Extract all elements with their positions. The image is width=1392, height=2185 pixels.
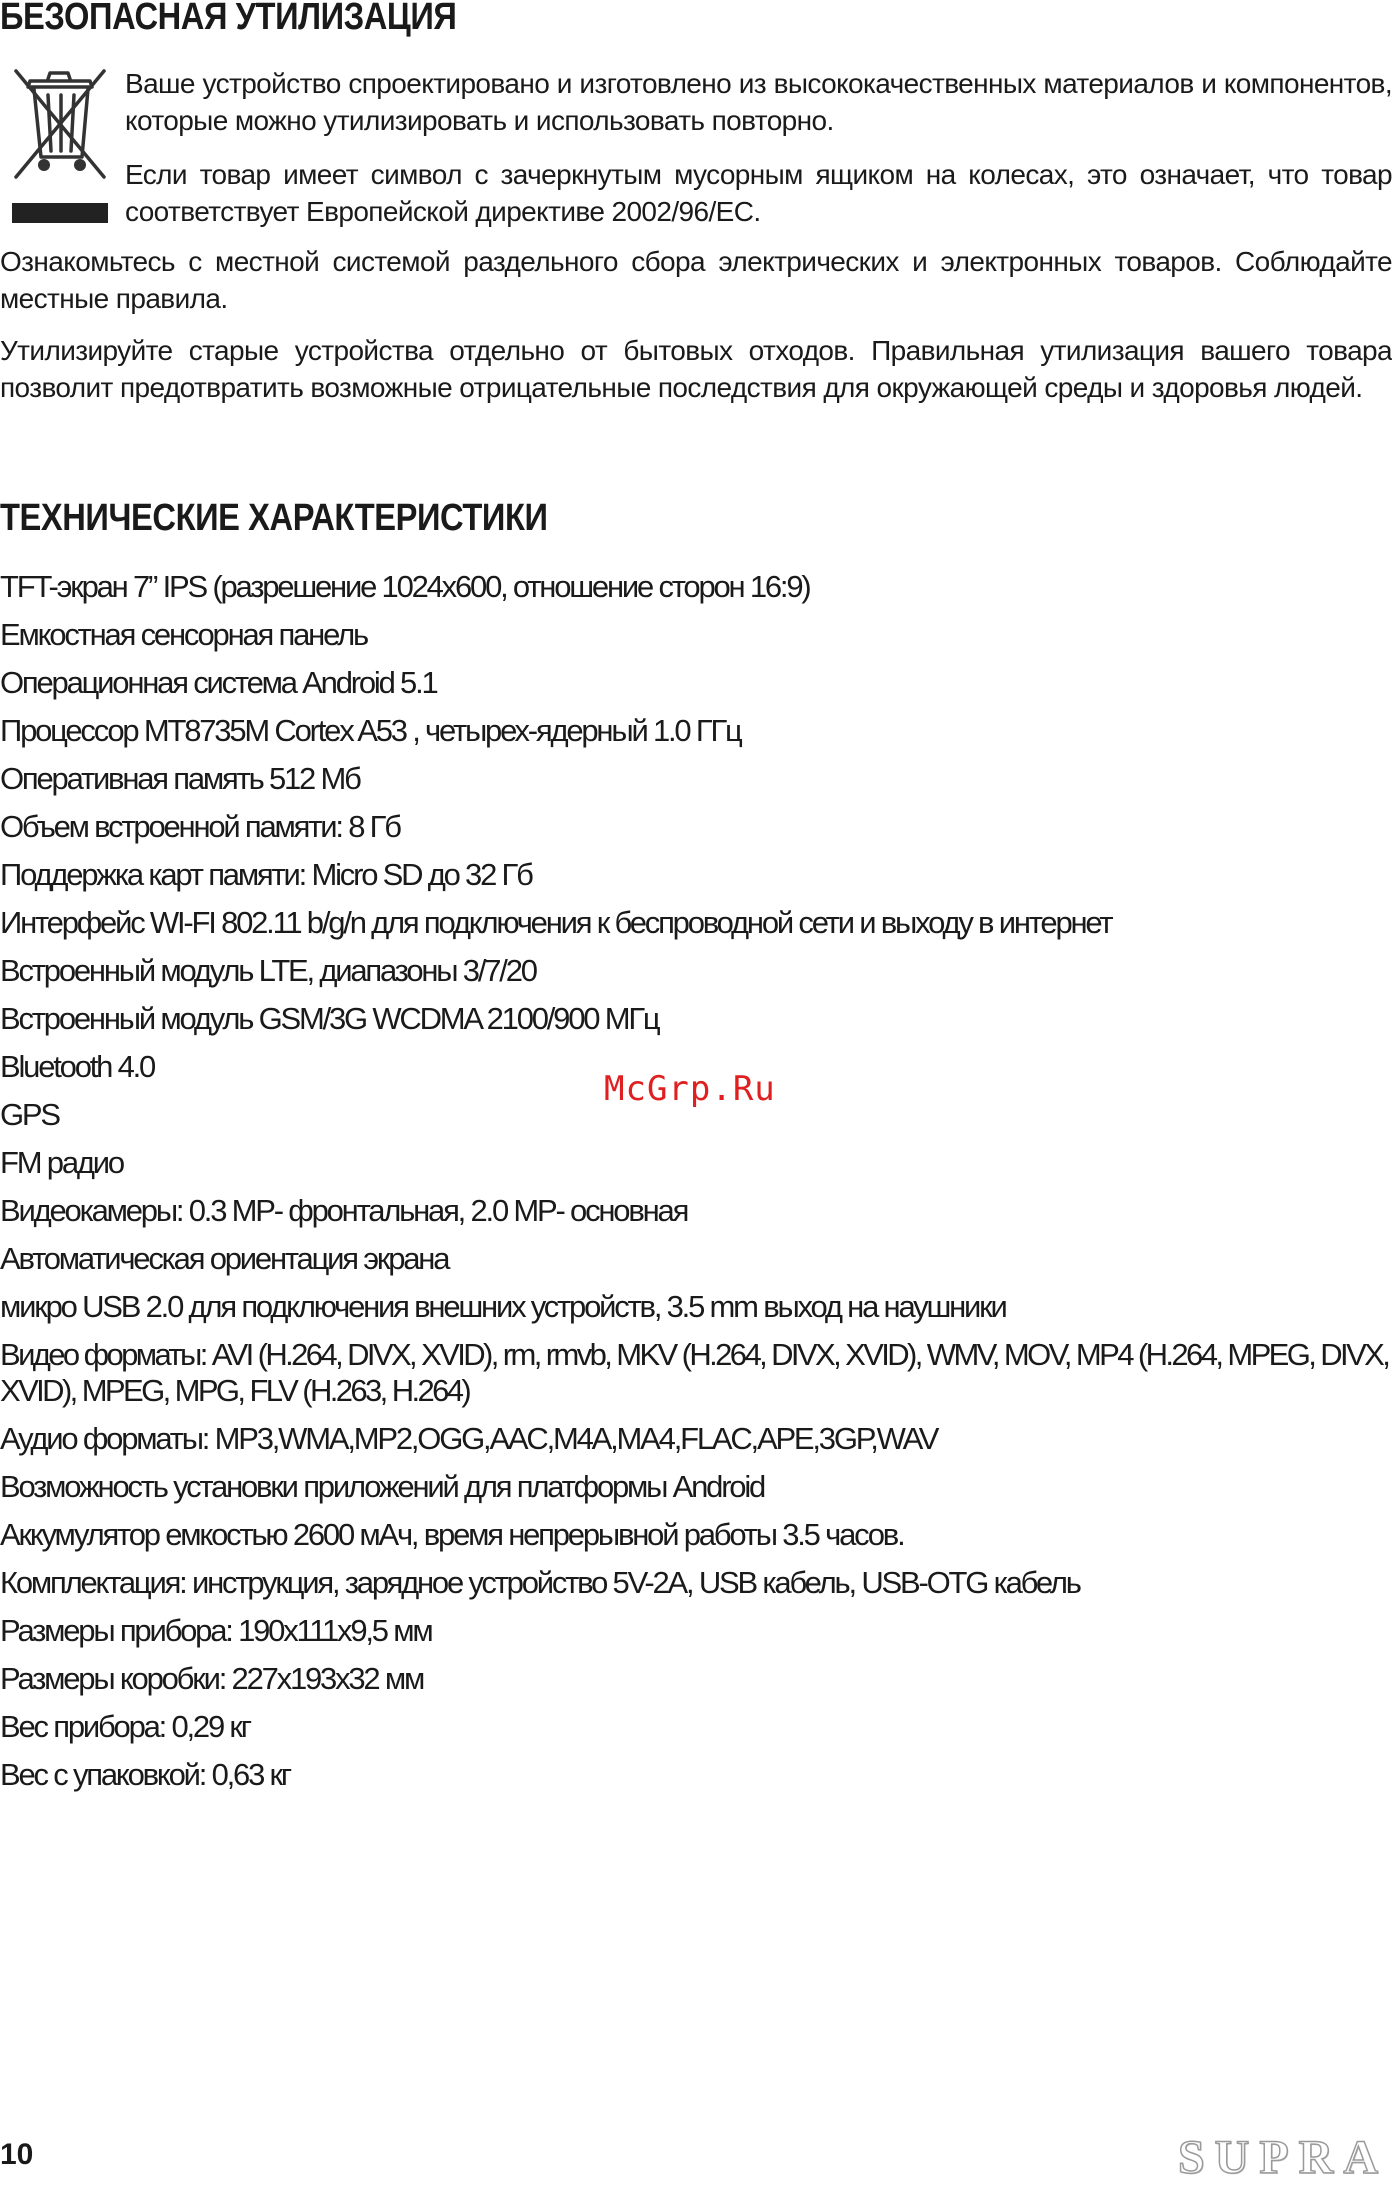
spec-item: Размеры прибора: 190х111х9,5 мм <box>0 1613 432 1648</box>
spec-item: Встроенный модуль LTE, диапазоны 3/7/20 <box>0 953 536 988</box>
spec-item: Возможность установки приложений для платформы Android <box>0 1469 765 1504</box>
brand-logo: SUPRA <box>1177 2131 1388 2184</box>
spec-item: Объем встроенной памяти: 8 Гб <box>0 809 400 844</box>
spec-item: Поддержка карт памяти: Micro SD до 32 Гб <box>0 857 532 892</box>
spec-item: Аудио форматы: MP3,WMA,MP2,OGG,AAC,M4A,MA4,FLAC,APE,3GP,WAV <box>0 1421 938 1456</box>
disposal-paragraph: Ознакомьтесь с местной системой раздельного сбора электрических и электронных товаров. Соблюдайте местные правила. <box>0 246 1392 314</box>
specs-heading: ТЕХНИЧЕСКИЕ ХАРАКТЕРИСТИКИ <box>0 497 548 539</box>
spec-item: Видео форматы: AVI (H.264, DIVX, XVID), rm, rmvb, MKV (H.264, DIVX, XVID), WMV, MOV, MP4 (H.264, MPEG, DIVX, XVID), MPEG, MPG, FLV (H.263, H.264) <box>0 1337 1389 1408</box>
specs-list <box>0 563 1392 1799</box>
spec-item: Размеры коробки: 227х193х32 мм <box>0 1661 424 1696</box>
spec-item: Вес прибора: 0,29 кг <box>0 1709 250 1744</box>
spec-item: Встроенный модуль GSM/3G WCDMA 2100/900 МГц <box>0 1001 659 1036</box>
spec-item: Вес с упаковкой: 0,63 кг <box>0 1757 291 1792</box>
crossed-out-wheelie-bin-icon <box>10 65 110 230</box>
spec-item: Операционная система Android 5.1 <box>0 665 437 700</box>
disposal-paragraph: Ваше устройство спроектировано и изготовлено из высококачественных материалов и компонентов, которые можно утилизировать и использовать повторно. <box>125 68 1392 136</box>
disposal-heading: БЕЗОПАСНАЯ УТИЛИЗАЦИЯ <box>0 0 457 38</box>
watermark: McGrp.Ru <box>604 1069 776 1109</box>
spec-item: Комплектация: инструкция, зарядное устройство 5V-2A, USB кабель, USB-OTG кабель <box>0 1565 1080 1600</box>
disposal-paragraph: Если товар имеет символ с зачеркнутым мусорным ящиком на колесах, это означает, что товар соответствует Европейской директиве 2002/96/EC. <box>125 159 1392 227</box>
spec-item: Интерфейс WI-FI 802.11 b/g/n для подключения к беспроводной сети и выходу в интернет <box>0 905 1112 940</box>
disposal-paragraph: Утилизируйте старые устройства отдельно от бытовых отходов. Правильная утилизация вашего товара позволит предотвратить возможные отрицательные последствия для окружающей среды и здоровья людей. <box>0 335 1392 403</box>
spec-item: Видеокамеры: 0.3 MP- фронтальная, 2.0 MP- основная <box>0 1193 688 1228</box>
spec-item: Bluetooth 4.0 <box>0 1049 155 1084</box>
spec-item: Процессор MT8735M Cortex A53 , четырех-ядерный 1.0 ГГц <box>0 713 741 748</box>
spec-item: GPS <box>0 1097 59 1132</box>
spec-item: TFT-экран 7” IPS (разрешение 1024х600, отношение сторон 16:9) <box>0 569 810 604</box>
spec-item: FM радио <box>0 1145 123 1180</box>
spec-item: Оперативная память 512 Мб <box>0 761 360 796</box>
spec-item: Емкостная сенсорная панель <box>0 617 367 652</box>
spec-item: Автоматическая ориентация экрана <box>0 1241 449 1276</box>
spec-item: Аккумулятор емкостью 2600 мАч, время непрерывной работы 3.5 часов. <box>0 1517 904 1552</box>
page-number: 10 <box>0 2138 34 2171</box>
spec-item: микро USB 2.0 для подключения внешних устройств, 3.5 mm выход на наушники <box>0 1289 1006 1324</box>
